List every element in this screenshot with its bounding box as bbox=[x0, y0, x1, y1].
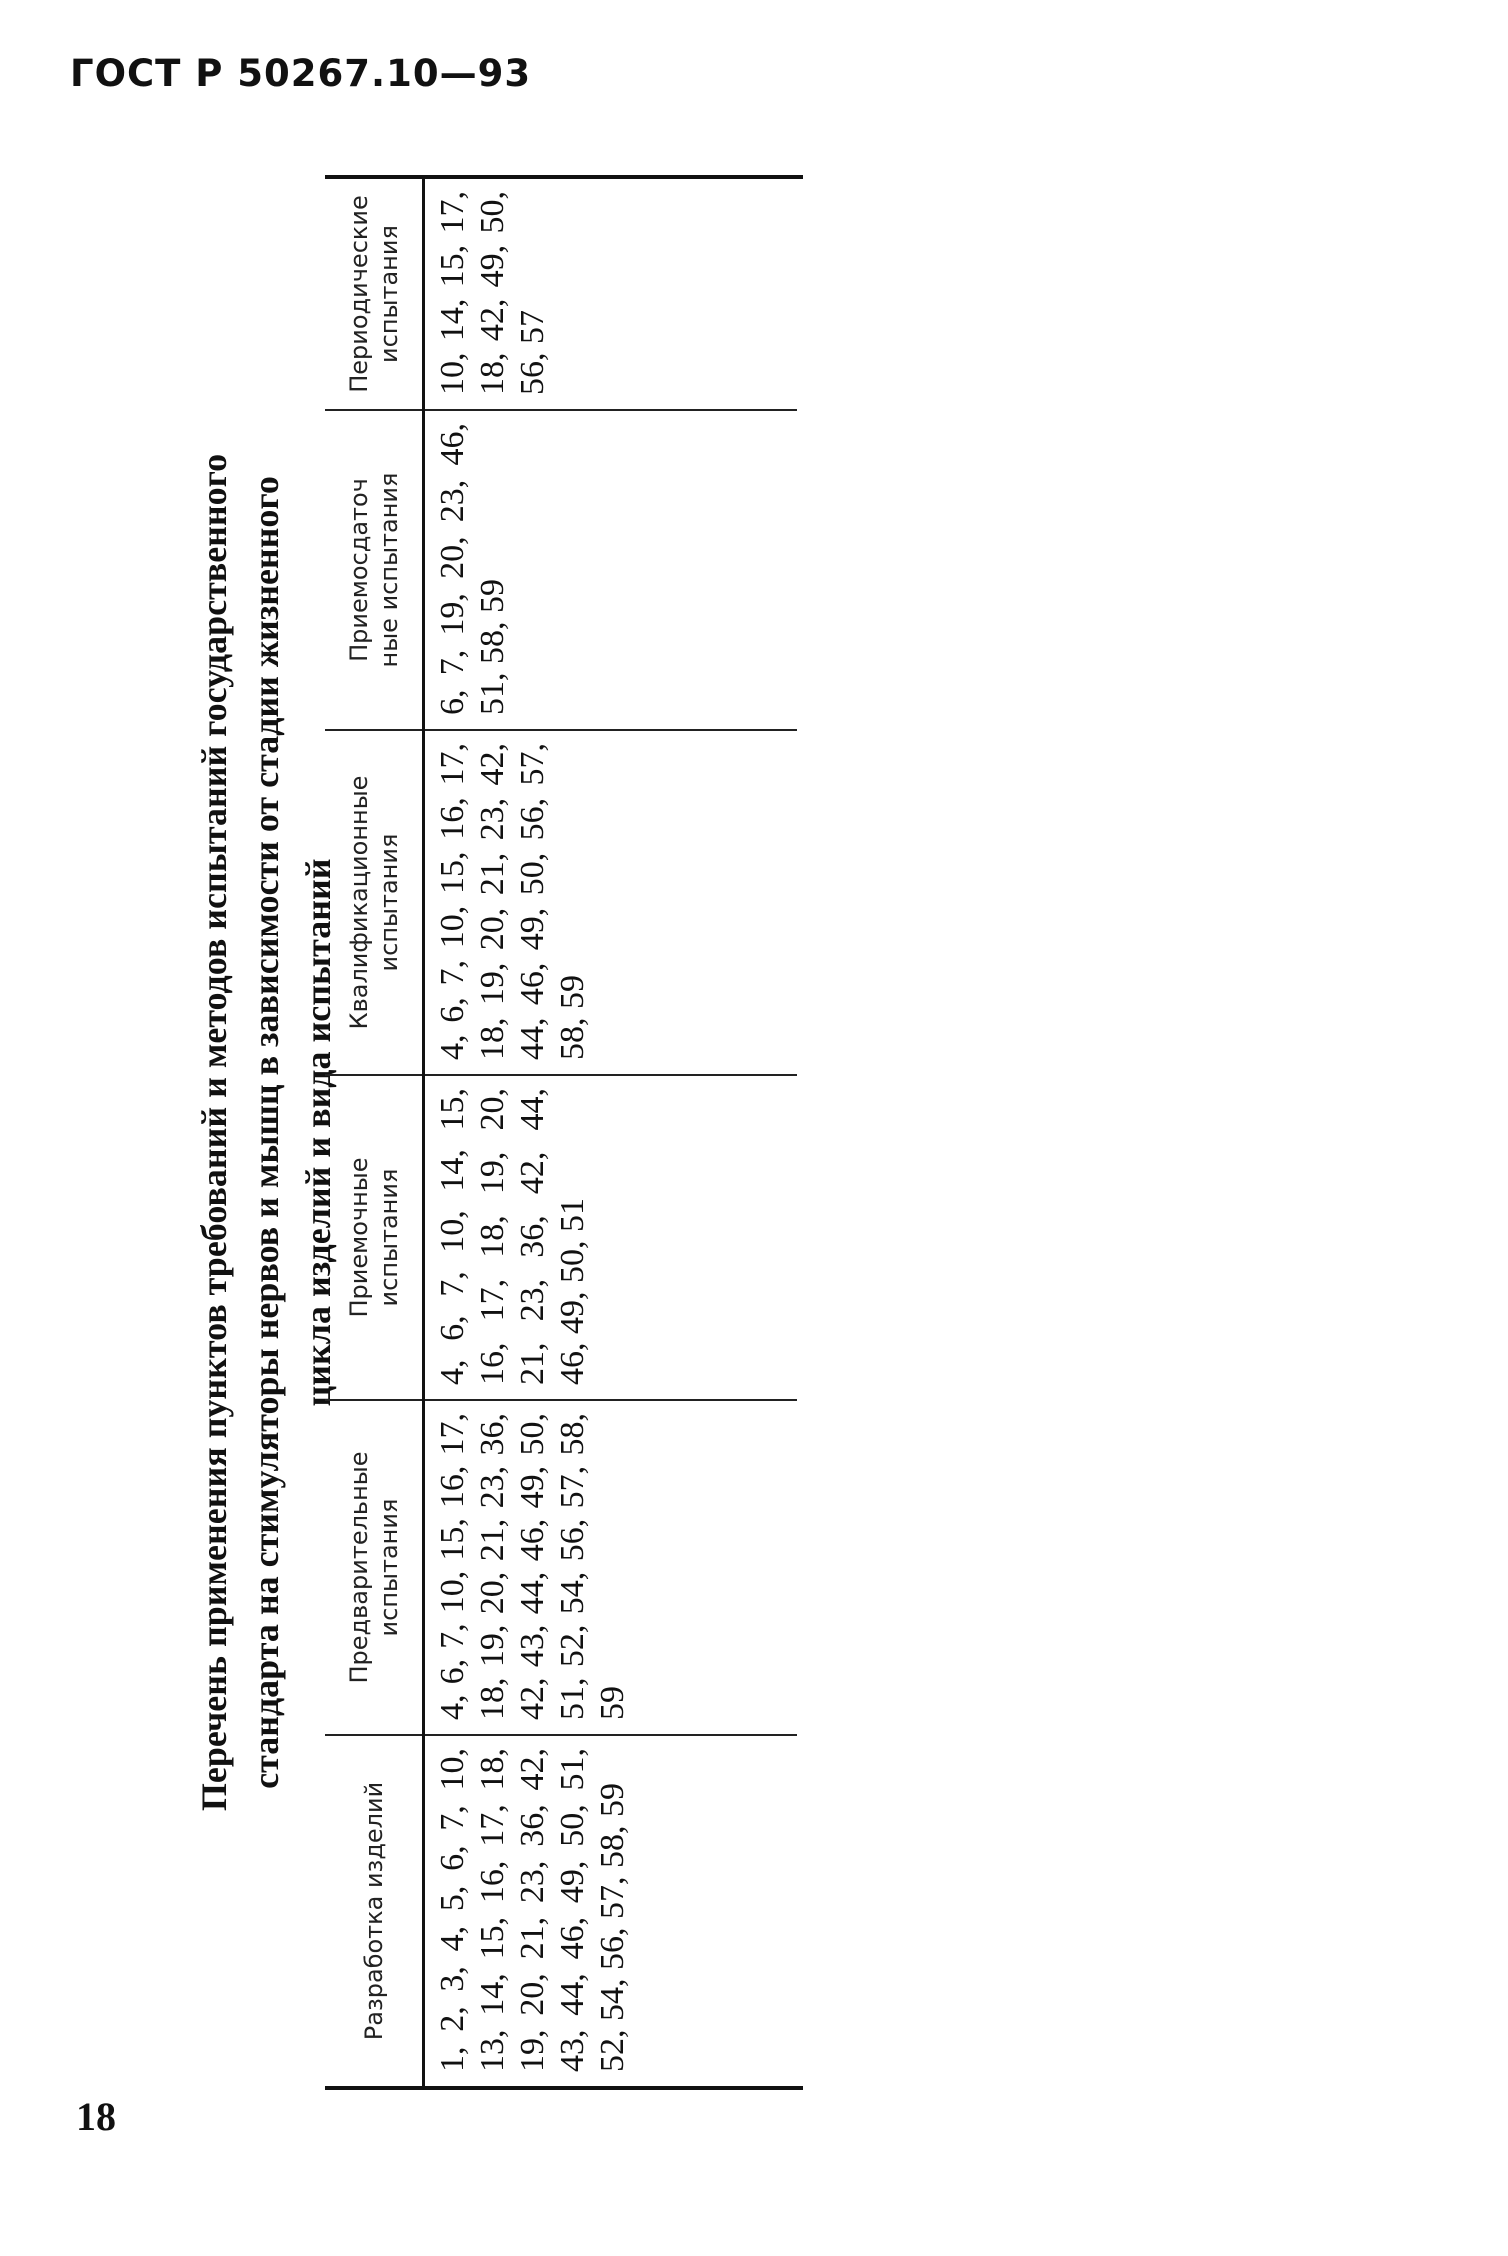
rotated-content bbox=[180, 175, 800, 2090]
table-title bbox=[188, 175, 344, 2090]
table-cell-preliminary: 4, 6, 7, 10, 15, 16, 17, 18, 19, 20, 21, 23, 36, 42, 43, 44, 46, 49, 50, 51, 52, 54, 56, 57, 58, 59 bbox=[425, 1401, 797, 1736]
requirements-table bbox=[325, 175, 803, 2090]
table-header-row bbox=[325, 179, 425, 2086]
column-header-delivery: Приемосдаточ ные испытания bbox=[325, 411, 422, 731]
title-line: цикла изделий и вида испытаний bbox=[298, 858, 338, 1407]
table-row bbox=[425, 179, 797, 2086]
table-cell-periodic: 10, 14, 15, 17, 18, 42, 49, 50, 56, 57 bbox=[425, 179, 797, 411]
column-header-preliminary: Предварительные испытания bbox=[325, 1401, 422, 1736]
table-cell-qualification: 4, 6, 7, 10, 15, 16, 17, 18, 19, 20, 21, 23, 42, 44, 46, 49, 50, 56, 57, 58, 59 bbox=[425, 731, 797, 1076]
column-header-acceptance: Приемочные испытания bbox=[325, 1076, 422, 1401]
table-cell-acceptance: 4, 6, 7, 10, 14, 15, 16, 17, 18, 19, 20, 21, 23, 36, 42, 44, 46, 49, 50, 51 bbox=[425, 1076, 797, 1401]
page-number: 18 bbox=[76, 2094, 116, 2139]
column-header-qualification: Квалификационные испытания bbox=[325, 731, 422, 1076]
table-cell-delivery: 6, 7, 19, 20, 23, 46, 51, 58, 59 bbox=[425, 411, 797, 731]
column-header-periodic: Периодические испытания bbox=[325, 179, 422, 411]
column-header-development: Разработка изделий bbox=[359, 1781, 388, 2041]
title-line: стандарта на стимуляторы нервов и мышц в зависимости от стадии жизненного bbox=[246, 476, 286, 1789]
title-line: Перечень применения пунктов требований и методов испытаний государственного bbox=[194, 453, 234, 1812]
document-header: ГОСТ Р 50267.10—93 bbox=[70, 52, 532, 95]
table-cell-development: 1, 2, 3, 4, 5, 6, 7, 10, 13, 14, 15, 16, 17, 18, 19, 20, 21, 23, 36, 42, 43, 44, 46, 49, 50, 51, 52, 54, 56, 57, 58, 59 bbox=[434, 1748, 631, 2072]
